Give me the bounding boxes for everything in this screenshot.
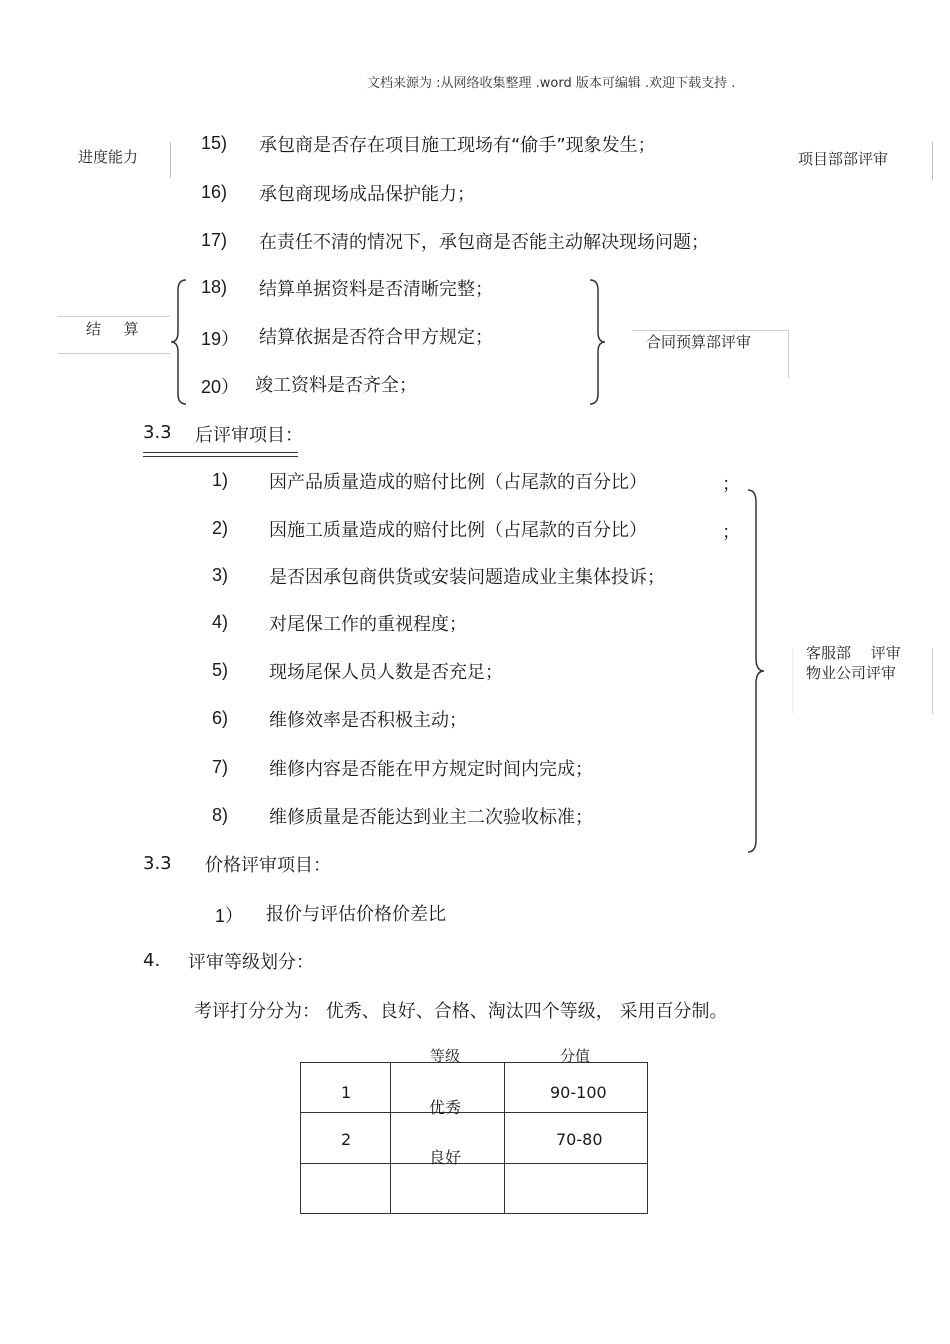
item-number: 1)	[212, 470, 229, 490]
table-cell-level	[391, 1113, 505, 1167]
table-cell-score	[505, 1164, 648, 1214]
settlement-label-rule-top	[58, 316, 170, 317]
grade-number: 2	[341, 1130, 352, 1149]
item-text: 因产品质量造成的赔付比例（占尾款的百分比）	[269, 472, 647, 493]
grade-number: 1	[341, 1083, 352, 1102]
column-header-level: 等级	[430, 1047, 461, 1065]
item-number: 16)	[201, 182, 228, 202]
grading-description: 考评打分分为： 优秀、良好、合格、淘汰四个等级， 采用百分制。	[194, 1001, 728, 1022]
table-cell-no	[301, 1113, 391, 1164]
progress-reviewer: 项目部部评审	[798, 150, 889, 168]
item-text: 维修质量是否能达到业主二次验收标准；	[269, 807, 593, 828]
settlement-reviewer: 合同预算部评审	[646, 333, 752, 351]
grade-level: 优秀	[429, 1098, 462, 1117]
settlement-left-brace	[168, 278, 190, 406]
post-review-reviewer-divider	[792, 648, 793, 714]
item-number: 3)	[212, 565, 229, 585]
table-row	[301, 1063, 648, 1113]
item-number: 4)	[212, 612, 229, 632]
price-review-heading: 价格评审项目：	[205, 855, 331, 876]
table-cell-level	[391, 1164, 505, 1214]
item-text: 承包商现场成品保护能力；	[259, 184, 475, 205]
item-number: 17)	[201, 230, 228, 250]
table-cell-no	[301, 1063, 391, 1113]
item-number: 7)	[212, 757, 229, 777]
item-number: 6)	[212, 708, 229, 728]
heading-underline	[143, 456, 298, 457]
settlement-label: 结 算	[86, 320, 139, 338]
item-text: 维修内容是否能在甲方规定时间内完成；	[269, 759, 593, 780]
item-number: 1）	[215, 906, 244, 926]
progress-label: 进度能力	[78, 148, 139, 166]
grading-heading-number: 4.	[143, 950, 161, 971]
grade-score: 70-80	[556, 1130, 603, 1149]
item-text: 现场尾保人员人数是否充足；	[269, 662, 503, 683]
item-number: 18)	[201, 277, 228, 297]
item-text: 维修效率是否积极主动；	[269, 710, 467, 731]
item-number: 19）	[201, 329, 240, 349]
item-text: 在责任不清的情况下，承包商是否能主动解决现场问题；	[259, 232, 709, 253]
table-cell-level	[391, 1063, 505, 1117]
post-review-reviewer-divider	[932, 648, 933, 714]
grading-heading: 评审等级划分：	[188, 952, 314, 973]
post-review-right-brace	[744, 488, 768, 854]
post-review-heading: 后评审项目：	[195, 425, 303, 446]
table-cell-no	[301, 1164, 391, 1214]
item-number: 15)	[201, 133, 228, 153]
item-text: 结算单据资料是否清晰完整；	[259, 279, 493, 300]
item-number: 5)	[212, 660, 229, 680]
document-source-header: 文档来源为 :从网络收集整理 .word 版本可编辑 .欢迎下载支持 .	[367, 76, 736, 91]
item-text: 因施工质量造成的赔付比例（占尾款的百分比）	[269, 520, 647, 541]
item-number: 20）	[201, 377, 240, 397]
table-row	[301, 1164, 648, 1214]
post-review-heading-number: 3.3	[143, 422, 172, 443]
post-review-reviewer: 物业公司评审	[806, 664, 897, 682]
item-text: 竣工资料是否齐全；	[255, 375, 417, 396]
item-text: 对尾保工作的重视程度；	[269, 614, 467, 635]
settlement-label-rule-bottom	[58, 353, 170, 354]
post-review-reviewer: 客服部 评审	[806, 644, 901, 662]
table-row	[301, 1113, 648, 1164]
item-suffix: ；	[722, 522, 740, 543]
item-text: 承包商是否存在项目施工现场有“偷手”现象发生；	[259, 135, 656, 156]
progress-divider	[170, 142, 171, 178]
item-suffix: ；	[722, 474, 740, 495]
settlement-reviewer-divider	[788, 330, 789, 378]
item-text: 报价与评估价格价差比	[266, 904, 446, 925]
item-text: 结算依据是否符合甲方规定；	[259, 327, 493, 348]
grade-score: 90-100	[550, 1083, 607, 1102]
column-header-score: 分值	[560, 1047, 591, 1065]
heading-underline	[143, 452, 298, 453]
settlement-right-brace	[586, 278, 608, 406]
grade-level: 良好	[429, 1148, 462, 1167]
price-review-heading-number: 3.3	[143, 853, 172, 874]
item-text: 是否因承包商供货或安装问题造成业主集体投诉；	[269, 567, 665, 588]
table-cell-score	[505, 1113, 648, 1164]
progress-reviewer-divider	[932, 142, 933, 180]
grade-table	[300, 1062, 648, 1214]
table-cell-score	[505, 1063, 648, 1113]
item-number: 2)	[212, 518, 229, 538]
item-number: 8)	[212, 805, 229, 825]
